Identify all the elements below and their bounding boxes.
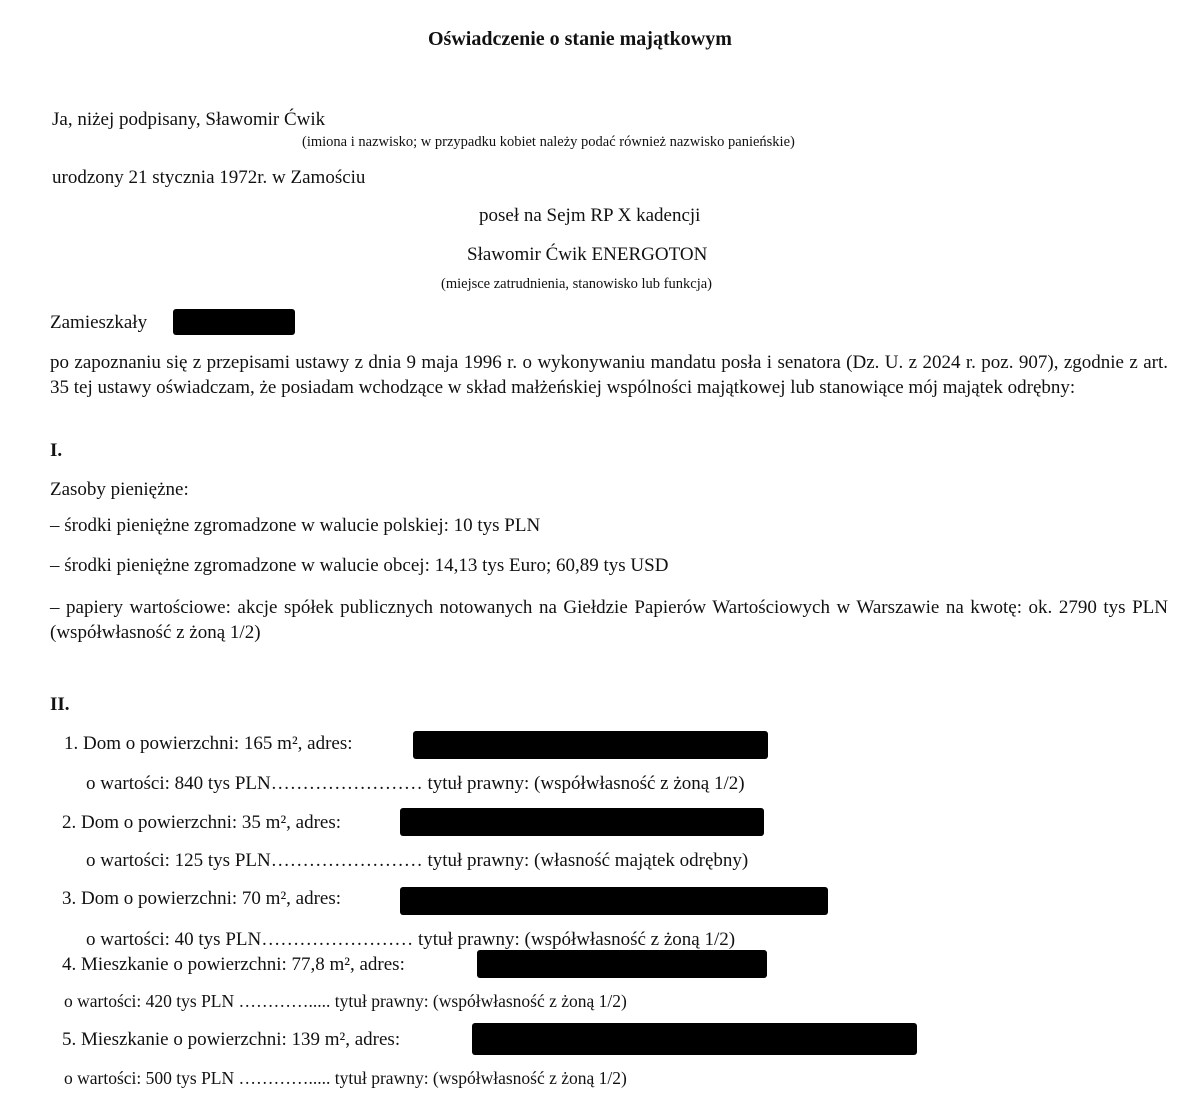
redaction-block — [173, 309, 295, 335]
redaction-block — [477, 950, 767, 978]
property-5-line: 5. Mieszkanie o powierzchni: 139 m², adres: — [62, 1029, 401, 1050]
redaction-block — [472, 1023, 917, 1055]
property-2-line: 2. Dom o powierzchni: 35 m², adres: — [62, 812, 342, 833]
intro-paragraph: po zapoznaniu się z przepisami ustawy z dnia 9 maja 1996 r. o wykonywaniu mandatu posła i senatora (Dz. U. z 2024 r. poz. 907), zgodnie z art. 35 tej ustawy oświadczam, że posiadam wchodzące w skład małżeńskiej wspólności majątkowej lub stanowiące mój majątek odrębny: — [50, 352, 1168, 398]
section-1-label: Zasoby pieniężne: — [50, 479, 189, 500]
document-title: Oświadczenie o stanie majątkowym — [428, 28, 732, 50]
section-1-heading: I. — [50, 440, 63, 461]
employment-note: (miejsce zatrudnienia, stanowisko lub funkcja) — [441, 276, 712, 292]
property-5-value: o wartości: 500 tys PLN …………..... tytuł prawny: (współwłasność z żoną 1/2) — [64, 1068, 627, 1088]
declarant-line: Ja, niżej podpisany, Sławomir Ćwik — [52, 109, 326, 130]
redaction-block — [413, 731, 768, 759]
property-1-line: 1. Dom o powierzchni: 165 m², adres: — [64, 733, 353, 754]
funds-item-securities: – papiery wartościowe: akcje spółek publicznych notowanych na Giełdzie Papierów Wartościowych w Warszawie na kwotę: ok. 2790 tys PLN (współwłasność z żoną 1/2) — [50, 597, 1168, 643]
residence-label: Zamieszkały — [50, 312, 148, 333]
property-2-value: o wartości: 125 tys PLN…………………… tytuł prawny: (własność majątek odrębny) — [86, 850, 749, 871]
property-1-value: o wartości: 840 tys PLN…………………… tytuł prawny: (współwłasność z żoną 1/2) — [86, 773, 745, 794]
redaction-block — [400, 808, 764, 836]
property-4-value: o wartości: 420 tys PLN …………..... tytuł prawny: (współwłasność z żoną 1/2) — [64, 991, 627, 1011]
declarant-note: (imiona i nazwisko; w przypadku kobiet należy podać również nazwisko panieńskie) — [302, 134, 795, 150]
property-3-line: 3. Dom o powierzchni: 70 m², adres: — [62, 888, 342, 909]
property-4-line: 4. Mieszkanie o powierzchni: 77,8 m², adres: — [62, 954, 405, 975]
birth-line: urodzony 21 stycznia 1972r. w Zamościu — [52, 167, 366, 188]
section-2-heading: II. — [50, 694, 70, 715]
redaction-block — [400, 887, 828, 915]
employment-line-2: Sławomir Ćwik ENERGOTON — [467, 244, 708, 265]
employment-line-1: poseł na Sejm RP X kadencji — [479, 205, 701, 226]
funds-item-foreign: – środki pieniężne zgromadzone w walucie obcej: 14,13 tys Euro; 60,89 tys USD — [50, 555, 669, 576]
funds-item-pln: – środki pieniężne zgromadzone w walucie polskiej: 10 tys PLN — [50, 515, 541, 536]
property-3-value: o wartości: 40 tys PLN…………………… tytuł prawny: (współwłasność z żoną 1/2) — [86, 929, 736, 950]
